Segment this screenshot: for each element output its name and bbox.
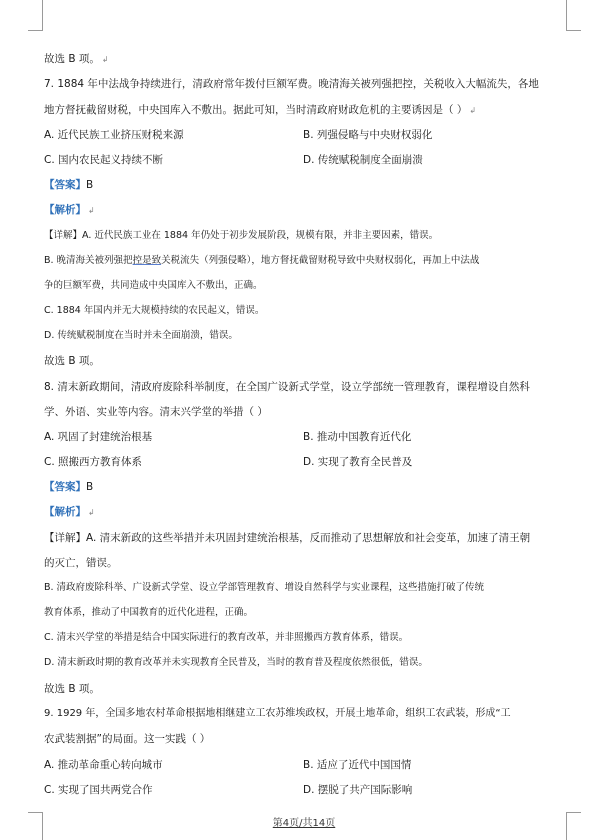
conclusion-line: 故选 B 项。 [44,355,100,367]
question-8-stem: 8. 清末新政期间，清政府废除科举制度，在全国广设新式学堂，设立学部统一管理教育，课程增设自然科 [44,381,530,393]
paragraph-mark-icon: ↲ [469,106,477,115]
analysis-heading: 【解析】 ↲ [44,506,95,518]
analysis-heading: 【解析】 ↲ [44,204,95,216]
paragraph-mark-icon: ↲ [101,55,109,64]
question-9-option-c: C. 实现了国共两党合作 [44,784,153,796]
paragraph-mark-icon: ↲ [88,508,95,517]
question-7-option-d: D. 传统赋税制度全面崩溃 [303,154,423,166]
question-8-stem-cont: 学、外语、实业等内容。清末兴学堂的举措（ ） [44,406,268,418]
paragraph-mark-icon: ↲ [88,206,95,215]
page-footer [0,814,608,829]
detail-line: C. 1884 年国内并无大规模持续的农民起义，错误。 [44,305,265,316]
detail-line: 争的巨额军费，共同造成中央国库入不敷出，正确。 [44,280,263,291]
conclusion-line: 故选 B 项。 [44,683,100,695]
question-7-option-a: A. 近代民族工业挤压财税来源 [44,129,184,141]
detail-line: 【详解】A. 近代民族工业在 1884 年仍处于初步发展阶段，规模有限，并非主要因素，错误。 [44,230,439,241]
question-8-option-c: C. 照搬西方教育体系 [44,456,143,468]
detail-line: D. 传统赋税制度在当时并未全面崩溃，错误。 [44,330,238,341]
detail-line: B. 晚清海关被列强把控是致关税流失（列强侵略），地方督抚截留财税导致中央财权弱化，再加上中法战 [44,255,480,266]
answer-line: 【答案】B [44,179,94,191]
detail-line: C. 清末兴学堂的举措是结合中国实际进行的教育改革，并非照搬西方教育体系，错误。 [44,632,409,643]
crop-mark-top-right [566,0,581,31]
question-7-stem-cont: 地方督抚截留财税，中央国库入不敷出。据此可知，当时清政府财政危机的主要诱因是（ ） ↲ [44,104,477,116]
page-number: 第4页/共14页 [272,818,336,829]
detail-line: 【详解】A. 清末新政的这些举措并未巩固封建统治根基，反而推动了思想解放和社会变革，加速了清王朝 [44,532,531,544]
question-7-option-b: B. 列强侵略与中央财权弱化 [303,129,433,141]
question-9-option-a: A. 推动革命重心转向城市 [44,759,163,771]
detail-line: D. 清末新政时期的教育改革并未实现教育全民普及，当时的教育普及程度依然很低，错误。 [44,657,428,668]
question-7-option-c: C. 国内农民起义持续不断 [44,154,164,166]
detail-line: 教育体系，推动了中国教育的近代化进程，正确。 [44,607,254,618]
crop-mark-top-left [28,0,43,31]
question-9-stem: 9. 1929 年，全国多地农村革命根据地相继建立工农苏维埃政权，开展土地革命，组织工农武装，形成“工 [44,708,511,719]
question-8-option-a: A. 巩固了封建统治根基 [44,431,153,443]
question-9-option-d: D. 摆脱了共产国际影响 [303,784,413,796]
question-8-option-d: D. 实现了教育全民普及 [303,456,413,468]
answer-line: 【答案】B [44,481,94,493]
question-8-option-b: B. 推动中国教育近代化 [303,431,412,443]
conclusion-line: 故选 B 项。 ↲ [44,53,109,65]
detail-line: 的灭亡，错误。 [44,557,118,569]
question-9-option-b: B. 适应了近代中国国情 [303,759,412,771]
question-7-stem: 7. 1884 年中法战争持续进行，清政府常年拨付巨额军费。晚清海关被列强把控，关税收入大幅流失，各地 [44,78,539,90]
question-9-stem-cont: 农武装割据”的局面。这一实践（ ） [44,733,211,745]
detail-line: B. 清政府废除科举、广设新式学堂、设立学部管理教育、增设自然科学与实业课程，这些措施打破了传统 [44,582,485,593]
